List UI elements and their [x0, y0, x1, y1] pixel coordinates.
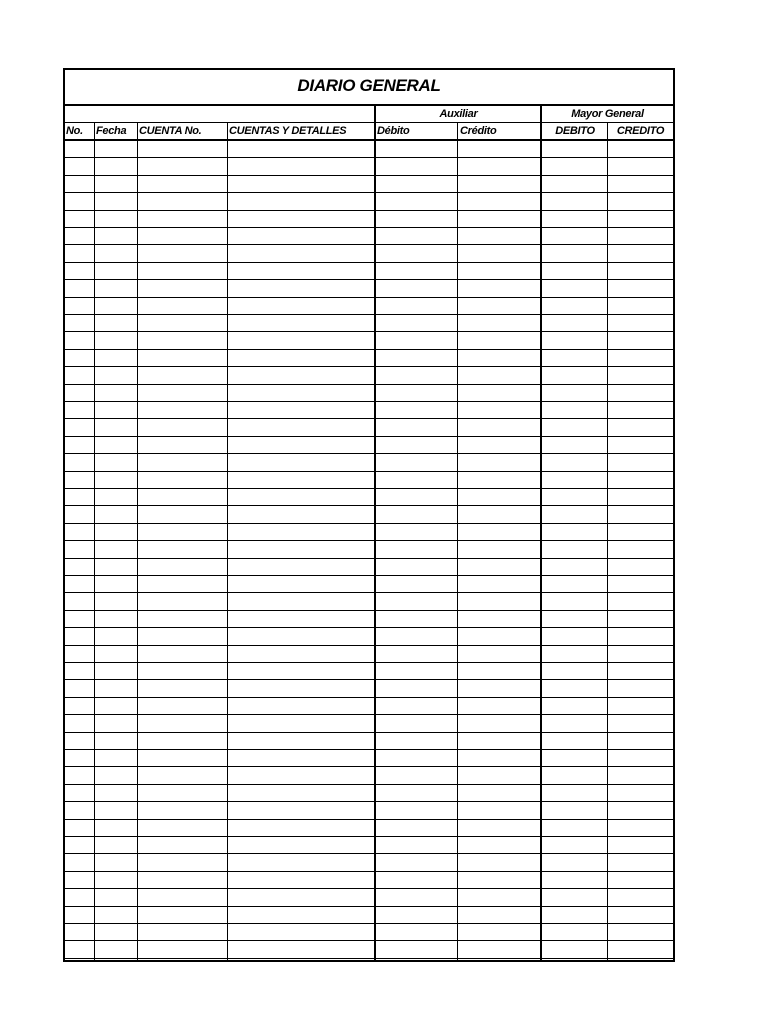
table-row	[65, 193, 673, 210]
col-header-aux-debito: Débito	[377, 125, 410, 137]
table-row	[65, 176, 673, 193]
table-row	[65, 663, 673, 680]
table-row	[65, 907, 673, 924]
table-row	[65, 245, 673, 262]
table-row	[65, 767, 673, 784]
table-row	[65, 402, 673, 419]
table-row	[65, 541, 673, 558]
table-row	[65, 315, 673, 332]
table-row	[65, 228, 673, 245]
table-row	[65, 837, 673, 854]
table-row	[65, 889, 673, 906]
divider-mayor-left	[540, 106, 542, 960]
table-row	[65, 680, 673, 697]
divider-col-1	[94, 123, 95, 960]
table-row	[65, 715, 673, 732]
col-header-aux-credito: Crédito	[460, 125, 497, 137]
table-row	[65, 141, 673, 158]
table-row	[65, 698, 673, 715]
table-row	[65, 298, 673, 315]
table-row	[65, 524, 673, 541]
table-row	[65, 941, 673, 958]
table-row	[65, 385, 673, 402]
journal-sheet	[63, 68, 675, 962]
column-header-row	[65, 123, 673, 141]
table-row	[65, 576, 673, 593]
table-row	[65, 820, 673, 837]
table-row	[65, 611, 673, 628]
table-row	[65, 350, 673, 367]
table-row	[65, 559, 673, 576]
table-row	[65, 785, 673, 802]
table-row	[65, 802, 673, 819]
table-row	[65, 489, 673, 506]
table-row	[65, 419, 673, 436]
table-row	[65, 646, 673, 663]
table-row	[65, 263, 673, 280]
table-row	[65, 872, 673, 889]
divider-auxiliar-left	[374, 106, 376, 960]
col-header-fecha: Fecha	[96, 125, 127, 137]
table-row	[65, 924, 673, 941]
column-group-row	[65, 106, 673, 123]
table-row	[65, 367, 673, 384]
table-row	[65, 158, 673, 175]
divider-col-3	[227, 123, 228, 960]
table-row	[65, 506, 673, 523]
title-row	[65, 70, 673, 106]
table-row	[65, 750, 673, 767]
table-row	[65, 628, 673, 645]
divider-col-7	[607, 123, 608, 960]
col-header-no: No.	[66, 125, 83, 137]
col-header-cuentas-detalles: CUENTAS Y DETALLES	[229, 125, 347, 137]
table-row	[65, 472, 673, 489]
table-row	[65, 854, 673, 871]
table-row	[65, 454, 673, 471]
col-header-mayor-debito: DEBITO	[555, 125, 595, 137]
table-row	[65, 280, 673, 297]
table-row	[65, 733, 673, 750]
table-row	[65, 437, 673, 454]
group-mayor-general: Mayor General	[571, 108, 644, 120]
table-row	[65, 211, 673, 228]
divider-col-5	[457, 123, 458, 960]
group-auxiliar: Auxiliar	[439, 108, 478, 120]
divider-col-2	[137, 123, 138, 960]
col-header-mayor-credito: CREDITO	[616, 125, 665, 137]
page-title: DIARIO GENERAL	[297, 76, 441, 95]
table-row	[65, 332, 673, 349]
table-row	[65, 593, 673, 610]
col-header-cuenta-no: CUENTA No.	[139, 125, 202, 137]
